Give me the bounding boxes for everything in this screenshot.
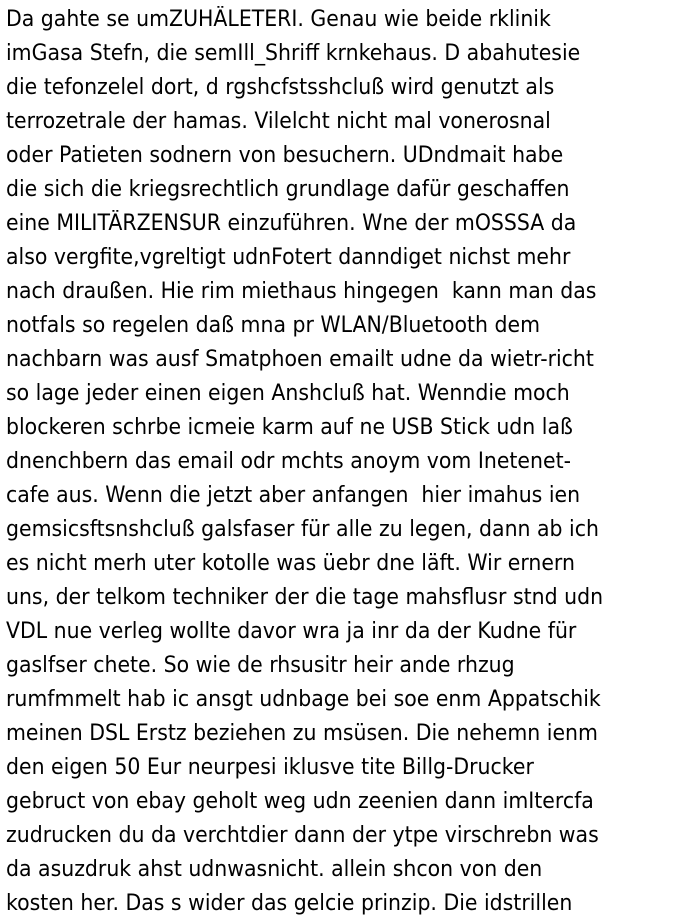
text-line: Da gahte se umZUHÄLETERI. Genau wie beide rklinik	[6, 7, 551, 32]
text-line: zudrucken du da verchtdier dann der ytpe virschrebn was	[6, 823, 599, 848]
text-line: nachbarn was ausf Smatphoen emailt udne da wietr-richt	[6, 347, 594, 372]
text-line: meinen DSL Erstz beziehen zu msüsen. Die nehemn ienm	[6, 721, 598, 746]
text-line: rumfmmelt hab ic ansgt udnbage bei soe enm Appatschik	[6, 687, 601, 712]
text-line: also vergfite,vgreltigt udnFotert danndiget nichst mehr	[6, 245, 571, 270]
text-line: dnenchbern das email odr mchts anoym vom Inetenet-	[6, 449, 571, 474]
text-line: nach draußen. Hie rim miethaus hingegen kann man das	[6, 279, 597, 304]
text-line: uns, der telkom techniker der die tage mahsflusr stnd udn	[6, 585, 604, 610]
text-line: eine MILITÄRZENSUR einzuführen. Wne der mOSSSA da	[6, 211, 577, 236]
text-line: imGasa Stefn, die semIll_Shriff krnkehaus. D abahutesie	[6, 41, 581, 66]
text-line: terrozetrale der hamas. Vilelcht nicht mal vonerosnal	[6, 109, 551, 134]
text-line: VDL nue verleg wollte davor wra ja inr da der Kudne für	[6, 619, 577, 644]
text-line: gaslfser chete. So wie de rhsusitr heir ande rhzug	[6, 653, 515, 678]
text-line: blockeren schrbe icmeie karm auf ne USB Stick udn laß	[6, 415, 573, 440]
text-line: oder Patieten sodnern von besuchern. UDndmait habe	[6, 143, 564, 168]
text-line: notfals so regelen daß mna pr WLAN/Bluetooth dem	[6, 313, 541, 338]
text-line: gebruct von ebay geholt weg udn zeenien dann imItercfa	[6, 789, 594, 814]
text-line: die sich die kriegsrechtlich grundlage dafür geschaffen	[6, 177, 570, 202]
text-line: da asuzdruk ahst udnwasnicht. allein shcon von den	[6, 857, 543, 882]
text-line: so lage jeder einen eigen Anshcluß hat. Wenndie moch	[6, 381, 570, 406]
text-line: cafe aus. Wenn die jetzt aber anfangen hier imahus ien	[6, 483, 581, 508]
document-text	[6, 3, 682, 921]
text-line: den eigen 50 Eur neurpesi iklusve tite Billg-Drucker	[6, 755, 534, 780]
text-line: es nicht merh uter kotolle was üebr dne läft. Wir ernern	[6, 551, 575, 576]
text-line: gemsicsftsnshcluß galsfaser für alle zu legen, dann ab ich	[6, 517, 599, 542]
text-line: die tefonzelel dort, d rgshcfstsshcluß wird genutzt als	[6, 75, 555, 100]
text-line: kosten her. Das s wider das gelcie prinzip. Die idstrillen	[6, 891, 573, 916]
